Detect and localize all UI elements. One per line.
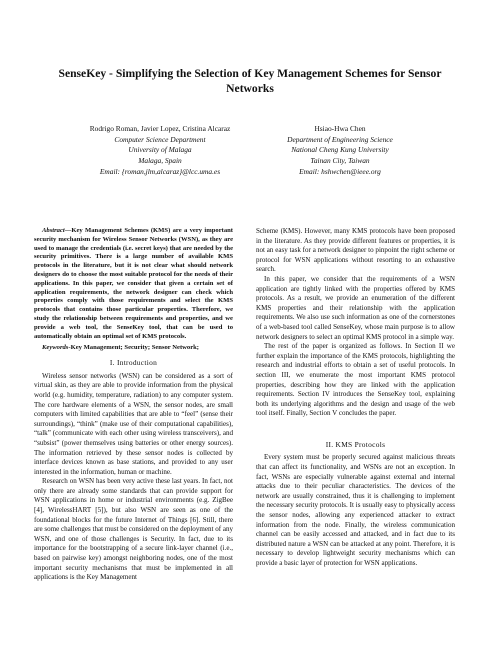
keywords (34, 344, 233, 353)
author-department: Computer Science Department (114, 134, 206, 144)
keywords-body: -Key Management; Security; Sensor Network; (68, 344, 200, 352)
author-institution: National Cheng Kung University (291, 145, 389, 155)
kms-paragraph-1: Every system must be properly secured against malicious threats that can affect its functionality, and WSNs are not an exception. In fact, WSNs are especially vulnerable against external and internal attacks due to their peculiar characteristics. The devices of the network are usually constrained, thus it is challenging to implement the necessary security protocols. It is usually easy to physically access the sensor nodes, allowing any experienced attacker to extract information from the node. Finally, the wireless communication channel can be easily accessed and attacked, and in fact due to its distributed nature a WSN can be attacked at any point. Therefore, it is necessary to develop lightweight security mechanisms which can provide a basic layer of protection for WSN applications. (256, 453, 455, 567)
author-block-left (65, 124, 255, 178)
intro-paragraph-4: The rest of the paper is organized as follows. In Section II we further explain the importance of the KMS protocols, highlighting the research and industrial efforts to obtain a set of useful protocols. In section III, we enumerate the most important KMS protocol properties, describing how they are linked with the application requirements. Section IV introduces the SenseKey tool, explaining both its underlying algorithms and the design and usage of the web tool itself. Finally, Section V concludes the paper. (256, 342, 455, 418)
section-spacer (256, 419, 455, 435)
intro-paragraph-2: Research on WSN has been very active these last years. In fact, not only there are already some standards that can provide support for WSN applications in home or industrial environments (e.g. ZigBee [4], WirelessHART [5]), but also WSN are seen as one of the foundational blocks for the future Internet of Things [6]. Still, there are some challenges that must be considered on the deployment of any WSN, and one of those challenges is Security. In fact, due to its importance for the bootstrapping of a secure link-layer channel (i.e., based on pairwise key) amongst neighboring nodes, one of the most important security mechanisms that must be implemented in all applications is the Key Management (34, 477, 234, 582)
abstract (34, 227, 233, 341)
abstract-lead: Abstract (42, 227, 65, 234)
intro-paragraph-3: In this paper, we consider that the requirements of a WSN application are tightly linked with the properties offered by KMS protocols. As a result, we provide an enumeration of the different KMS properties and their relationship with the application requirements. We also use such information as one of the cornerstones of a web-based tool called SenseKey, whose main purpose is to allow network designers to select an optimal KMS protocol in a simple way. (256, 274, 455, 341)
author-location: Malaga, Spain (138, 156, 182, 166)
author-names: Hsiao-Hwa Chen (314, 124, 366, 133)
author-block-right (240, 124, 440, 178)
author-email: Email: hshwchen@ieee.org (299, 166, 381, 176)
section-heading-introduction: I. Introduction (109, 358, 158, 368)
abstract-body: —Key Management Schemes (KMS) are a very important security mechanism for Wireless Sensor Networks (WSN), as they are used to manage the credentials (i.e. secret keys) that are needed by the security primitives. There is a large number of available KMS protocols in the literature, but it is not clear what should network designers do to choose the most suitable protocol for the needs of their applications. In this paper, we consider that given a certain set of application requirements, the network designer can check which properties comply with those requirements and select the KMS protocols that contains those particular properties. Therefore, we study the relationship between requirements and properties, and we provide a web tool, the SenseKey tool, that can be used to automatically obtain an optimal set of KMS protocols. (34, 227, 233, 340)
intro-paragraph-2-continued: Scheme (KMS). However, many KMS protocols have been proposed in the literature. As they provide different features or properties, it is not an easy task for a network designer to pinpoint the right scheme or protocol for WSN applications without resorting to an exhaustive search. (256, 227, 455, 274)
author-email: Email: {roman,jlm,alcaraz}@lcc.uma.es (99, 166, 221, 176)
column-left (34, 227, 233, 583)
author-names: Rodrigo Roman, Javier Lopez, Cristina Alcaraz (89, 124, 231, 133)
column-right (256, 227, 455, 569)
author-department: Department of Engineering Science (287, 134, 393, 144)
intro-paragraph-1: Wireless sensor networks (WSN) can be considered as a sort of virtual skin, as they are able to provide information from the physical world (e.g. humidity, temperature, radiation) to any computer system. The core hardware elements of a WSN, the sensor nodes, are small computers with limited capabilities that are able to “feel” (sense their surroundings), “think” (make use of their computational capabilities), “talk” (communicate with each other using wireless transceivers), and “subsist” (power themselves using batteries or other energy sources). The information retrieved by these sensor nodes is collected by interface devices known as base stations, and provided to any user interested in the information, human or machine. (34, 371, 233, 476)
paper-title: SenseKey - Simplifying the Selection of Key Management Schemes for Sensor Networks (58, 67, 442, 95)
author-location: Tainan City, Taiwan (310, 156, 370, 166)
author-institution: University of Malaga (128, 145, 192, 155)
section-heading-kms-protocols: II. KMS Protocols (325, 439, 386, 449)
keywords-lead: Keywords (42, 344, 69, 352)
